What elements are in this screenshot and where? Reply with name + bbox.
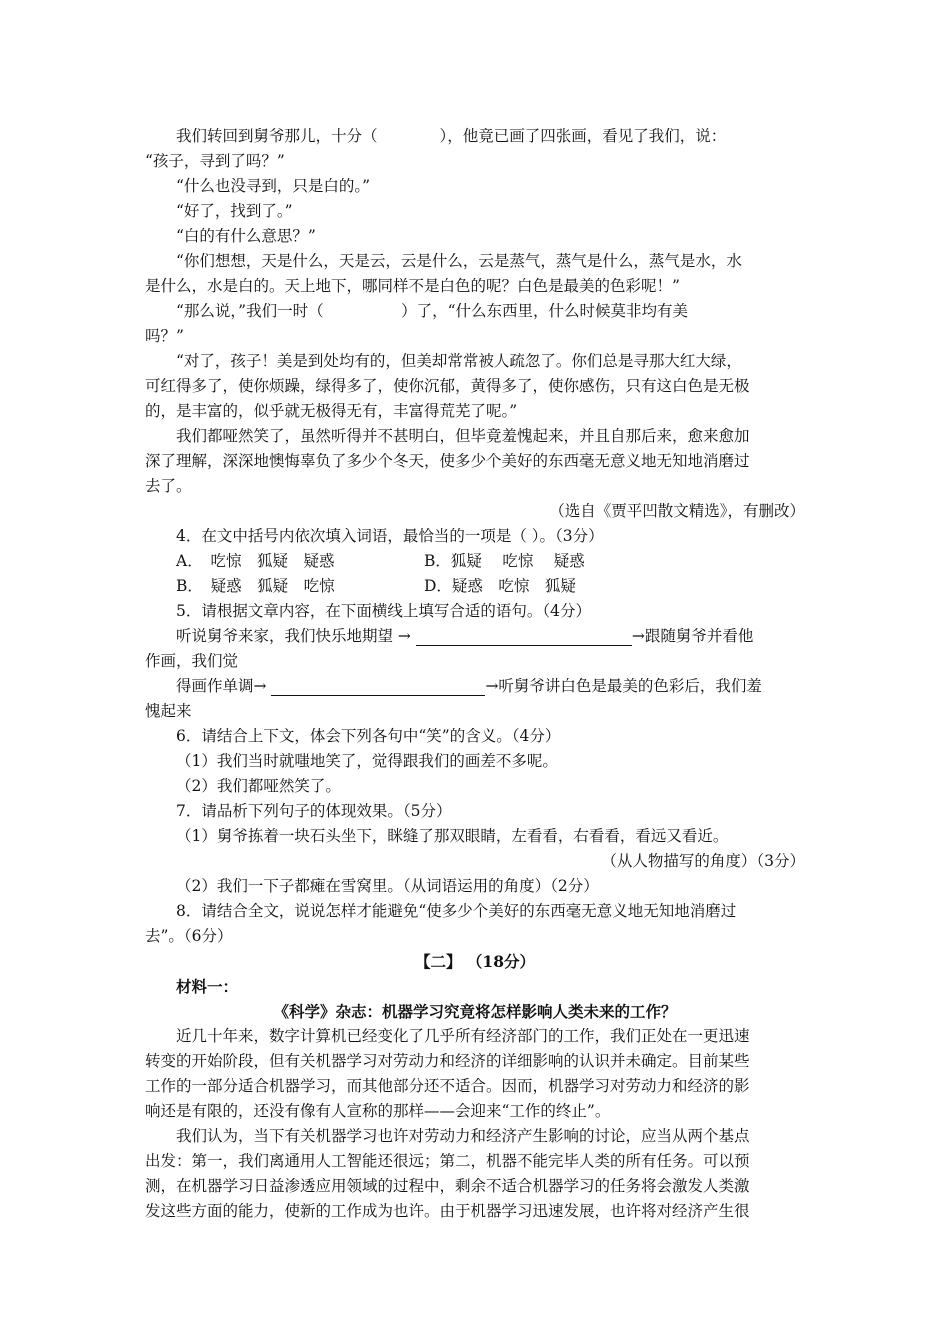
passage-line: “好了，找到了。” bbox=[176, 202, 293, 220]
option-a: A． 吃惊 狐疑 疑惑 bbox=[176, 552, 335, 570]
question-5-line: 作画，我们觉 bbox=[145, 652, 239, 670]
section-heading: 【二】 （18分） bbox=[415, 952, 535, 971]
passage-line: 是什么，水是白的。天上地下，哪同样不是白色的呢？白色是最美的色彩呢！” bbox=[145, 277, 680, 295]
passage-line: 的，是丰富的，似乎就无极得无有，丰富得荒芜了呢。” bbox=[145, 402, 518, 420]
q5-text: →跟随舅爷并看他 bbox=[631, 627, 754, 645]
question-4-options-row bbox=[145, 549, 805, 574]
question-4-stem: 4．在文中括号内依次填入词语，最恰当的一项是（ ）。（3分） bbox=[176, 527, 604, 545]
question-4-options-row bbox=[145, 574, 805, 599]
passage-line: “孩子，寻到了吗？” bbox=[145, 152, 285, 170]
article-title: 《科学》杂志：机器学习究竟将怎样影响人类未来的工作？ bbox=[273, 1002, 677, 1021]
question-6-item: （1）我们当时就嗤地笑了，觉得跟我们的画差不多呢。 bbox=[176, 752, 558, 770]
article-line: 转变的开始阶段，但有关机器学习对劳动力和经济的详细影响的认识并未确定。目前某些 bbox=[145, 1052, 750, 1070]
passage-line: “那么说，”我们一时（ ）了，“什么东西里，什么时候莫非均有美 bbox=[176, 302, 689, 320]
question-8-line: 去”。（6分） bbox=[145, 927, 233, 945]
question-8-line: 8．请结合全文，说说怎样才能避免“使多少个美好的东西毫无意义地无知地消磨过 bbox=[176, 902, 737, 920]
source-citation: （选自《贾平凹散文精选》，有删改） bbox=[549, 502, 805, 520]
article-line: 响还是有限的，还没有像有人宣称的那样——会迎来“工作的终止”。 bbox=[145, 1102, 611, 1120]
passage-line: 去了。 bbox=[145, 477, 192, 495]
passage-line: “你们想想，天是什么，天是云，云是什么，云是蒸气，蒸气是什么，蒸气是水，水 bbox=[176, 252, 742, 270]
question-5-line bbox=[145, 624, 805, 649]
material-label: 材料一： bbox=[176, 977, 239, 996]
passage-line: 深了理解，深深地懊悔辜负了多少个冬天，使多少个美好的东西毫无意义地无知地消磨过 bbox=[145, 452, 750, 470]
question-7-item: （2）我们一下子都瘫在雪窝里。（从词语运用的角度）（2分） bbox=[176, 877, 599, 895]
question-5-line: 愧起来 bbox=[145, 702, 192, 720]
answer-blank-2[interactable] bbox=[271, 679, 485, 696]
q5-text: 听说舅爷来家，我们快乐地期望 → bbox=[176, 627, 411, 645]
passage-line: “对了，孩子！美是到处均有的，但美却常常被人疏忽了。你们总是寻那大红大绿， bbox=[176, 352, 742, 370]
answer-blank-1[interactable] bbox=[416, 629, 632, 646]
passage-line: “什么也没寻到，只是白的。” bbox=[176, 177, 371, 195]
article-line: 近几十年来，数字计算机已经变化了几乎所有经济部门的工作，我们正处在一更迅速 bbox=[176, 1027, 750, 1045]
q5-text: →听舅爷讲白色是最美的色彩后，我们羞 bbox=[485, 677, 762, 695]
article-line: 工作的一部分适合机器学习，而其他部分还不适合。因而，机器学习对劳动力和经济的影 bbox=[145, 1077, 750, 1095]
question-6-stem: 6．请结合上下文，体会下列各句中“笑”的含义。（4分） bbox=[176, 727, 561, 745]
passage bbox=[145, 124, 805, 1224]
passage-line: 我们转回到舅爷那儿，十分（ ），他竟已画了四张画，看见了我们，说： bbox=[176, 127, 727, 145]
question-7-note: （从人物描写的角度）（3分） bbox=[601, 852, 805, 870]
article-line: 出发：第一，我们离通用人工智能还很远；第二，机器不能完毕人类的所有任务。可以预 bbox=[145, 1152, 750, 1170]
passage-line: “白的有什么意思？” bbox=[176, 227, 316, 245]
question-5-line bbox=[145, 674, 805, 699]
article-line: 测，在机器学习日益渗透应用领域的过程中，剩余不适合机器学习的任务将会激发人类激 bbox=[145, 1177, 750, 1195]
question-7-stem: 7．请品析下列句子的体现效果。（5分） bbox=[176, 802, 452, 820]
question-6-item: （2）我们都哑然笑了。 bbox=[176, 777, 341, 795]
q5-text: 得画作单调→ bbox=[176, 677, 267, 695]
article-line: 发这些方面的能力，使新的工作成为也许。由于机器学习迅速发展，也许将对经济产生很 bbox=[145, 1202, 750, 1220]
option-b: B．狐疑 吃惊 疑惑 bbox=[424, 552, 585, 570]
passage-line: 我们都哑然笑了，虽然听得并不甚明白，但毕竟羞愧起来，并且自那后来，愈来愈加 bbox=[176, 427, 750, 445]
question-5-stem: 5．请根据文章内容，在下面横线上填写合适的语句。（4分） bbox=[176, 602, 591, 620]
passage-line: 吗？” bbox=[145, 327, 184, 345]
option-c: B． 疑惑 狐疑 吃惊 bbox=[176, 577, 335, 595]
question-7-item: （1）舅爷拣着一块石头坐下，眯缝了那双眼睛，左看看，右看看，看远又看近。 bbox=[176, 827, 729, 845]
passage-line: 可红得多了，使你烦躁，绿得多了，使你沉郁，黄得多了，使你感伤，只有这白色是无极 bbox=[145, 377, 750, 395]
article-line: 我们认为，当下有关机器学习也许对劳动力和经济产生影响的讨论，应当从两个基点 bbox=[176, 1127, 750, 1145]
option-d: D．疑惑 吃惊 狐疑 bbox=[424, 577, 576, 595]
